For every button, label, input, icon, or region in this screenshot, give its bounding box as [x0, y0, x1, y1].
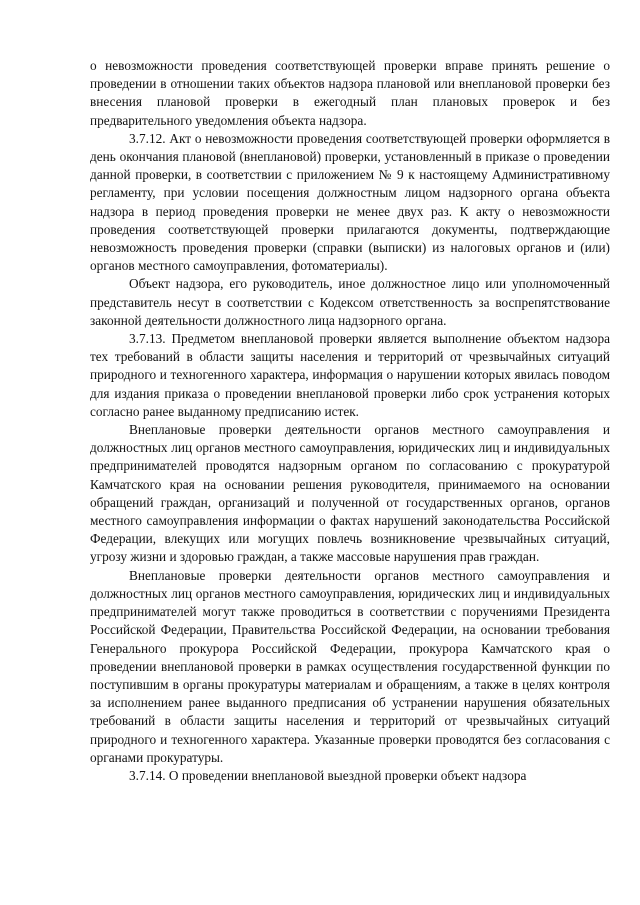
paragraph-3-7-13: 3.7.13. Предметом внеплановой проверки является выполнение объектом надзора тех требований в области защиты населения и территорий от чрезвычайных ситуаций природного и техногенного характера, информация о нарушении которых явилась поводом для издания приказа о проведении внеплановой проверки либо срок устранения которых согласно ранее выданному предписанию истек.	[90, 331, 610, 419]
paragraph-continuation: о невозможности проведения соответствующей проверки вправе принять решение о проведении в отношении таких объектов надзора плановой или внеплановой проверки без внесения плановой проверки в ежегодный план плановых проверок и без предварительного уведомления объекта надзора.	[90, 58, 610, 128]
paragraph-unscheduled-inspections-orders: Внеплановые проверки деятельности органов местного самоуправления и должностных лиц органов местного самоуправления, юридических лиц и индивидуальных предпринимателей могут также проводиться в соответствии с поручениями Президента Российской Федерации, Правительства Российской Федерации, на основании требования Генерального прокурора Российской Федерации, прокурора Камчатского края о проведении внеплановой проверки в рамках осуществления государственной функции по поступившим в органы прокуратуры материалам и обращениям, а также в целях контроля за исполнением ранее выданного предписания об устранении нарушения обязательных требований в области защиты населения и территорий от чрезвычайных ситуаций природного и техногенного характера. Указанные проверки проводятся без согласования с органами прокуратуры.	[90, 567, 610, 765]
document-page	[90, 57, 610, 785]
paragraph-3-7-12: 3.7.12. Акт о невозможности проведения соответствующей проверки оформляется в день окончания плановой (внеплановой) проверки, установленный в приказе о проведении данной проверки, в соответствии с приложением № 9 к настоящему Административному регламенту, при условии посещения должностным лицом надзорного органа объекта надзора в период проведения проверки не менее двух раз. К акту о невозможности проведения соответствующей проверки прилагаются документы, подтверждающие невозможность проведения проверки (справки (выписки) из налоговых органов и (или) органов местного самоуправления, фотоматериалы).	[90, 130, 610, 274]
paragraph-3-7-14: 3.7.14. О проведении внеплановой выездной проверки объект надзора	[129, 767, 527, 783]
paragraph-responsibility: Объект надзора, его руководитель, иное должностное лицо или уполномоченный представитель несут в соответствии с Кодексом ответственность за воспрепятствование законной деятельности должностного лица надзорного органа.	[90, 276, 610, 328]
paragraph-unscheduled-inspections-basis: Внеплановые проверки деятельности органов местного самоуправления и должностных лиц органов местного самоуправления, юридических лиц и индивидуальных предпринимателей проводятся надзорным органом по согласованию с прокуратурой Камчатского края на основании решения руководителя, принимаемого на основании обращений граждан, организаций и полученной от государственных органов, органов местного самоуправления информации о фактах нарушений законодательства Российской Федерации, влекущих или могущих повлечь возникновение чрезвычайных ситуаций, угрозу жизни и здоровью граждан, а также массовые нарушения прав граждан.	[90, 422, 610, 565]
